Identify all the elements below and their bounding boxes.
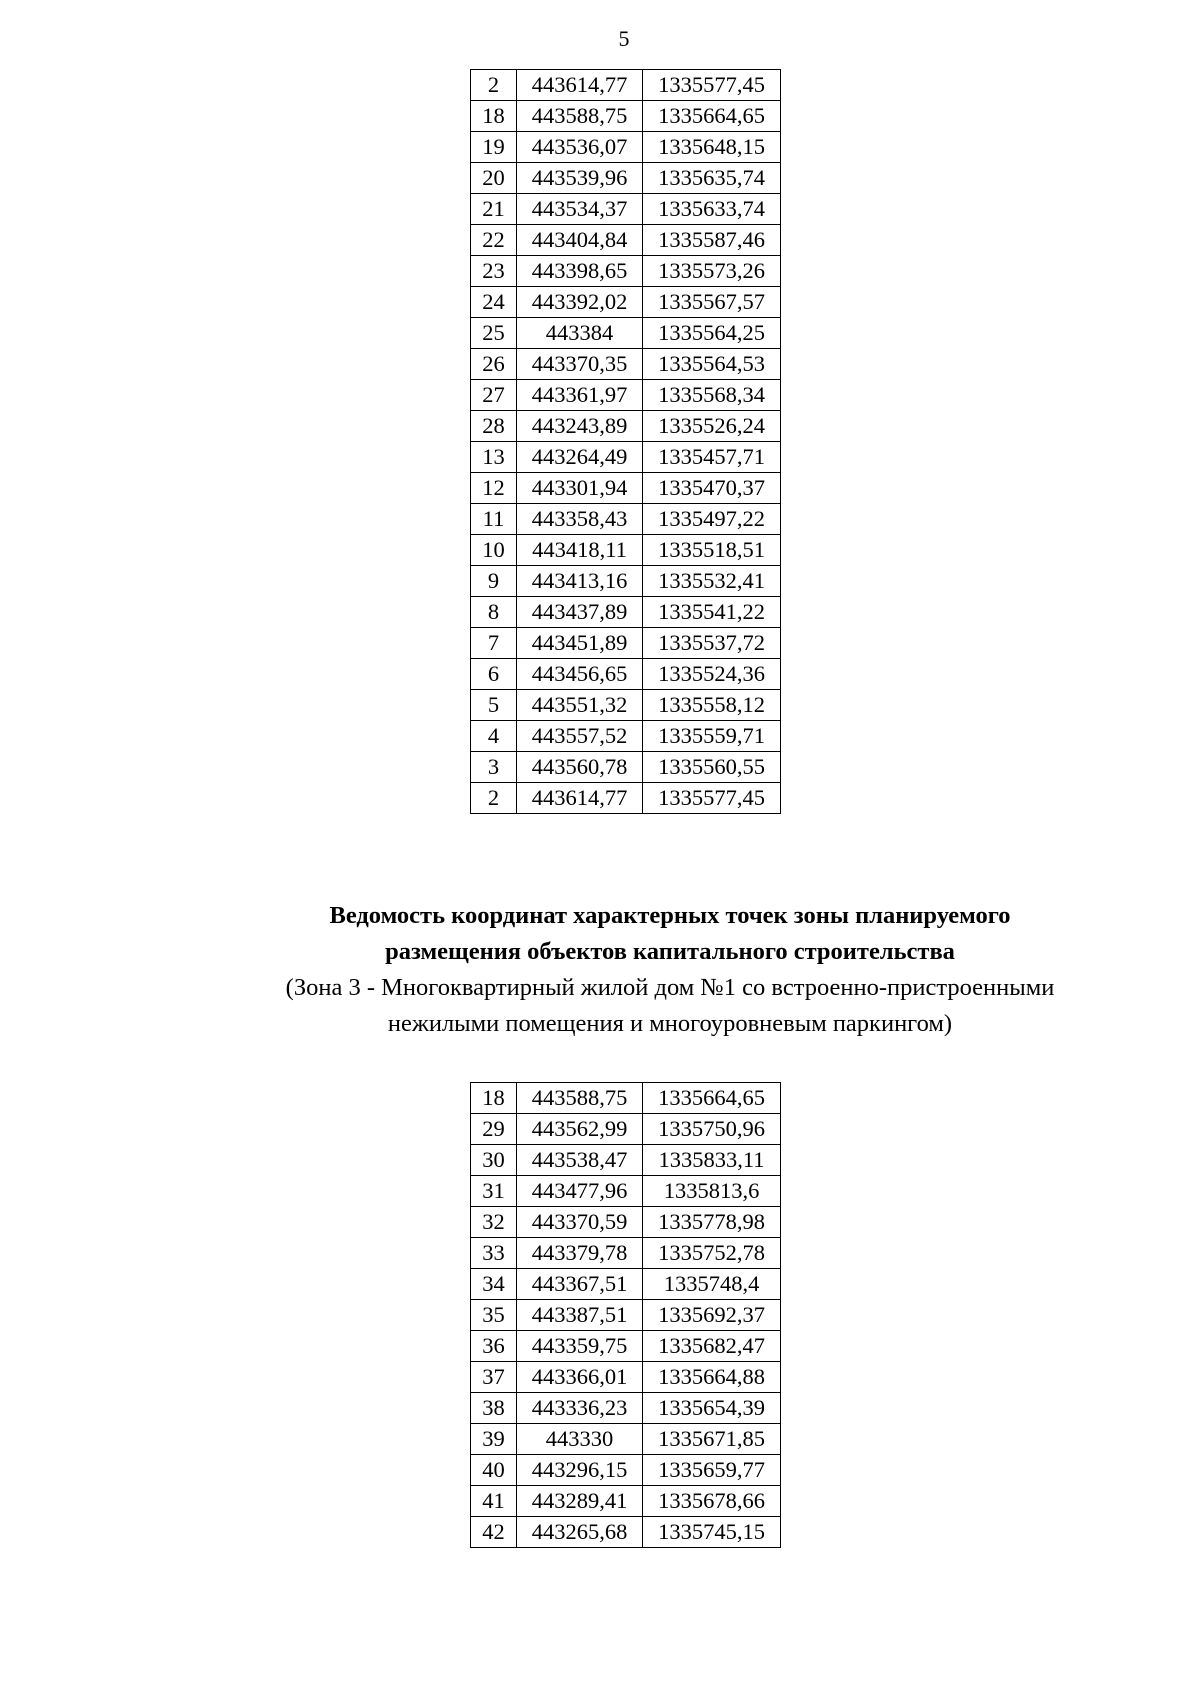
zone-heading-title-line-2: размещения объектов капитального строительства <box>385 938 955 965</box>
table-row <box>471 411 781 442</box>
y-coordinate-cell: 1335470,37 <box>643 473 781 504</box>
point-number-cell: 18 <box>471 1083 517 1114</box>
point-number-cell: 12 <box>471 473 517 504</box>
y-coordinate-cell: 1335568,34 <box>643 380 781 411</box>
y-coordinate-cell: 1335587,46 <box>643 225 781 256</box>
y-coordinate-cell: 1335664,65 <box>643 101 781 132</box>
point-number-cell: 34 <box>471 1269 517 1300</box>
point-number-cell: 40 <box>471 1455 517 1486</box>
table-row <box>471 535 781 566</box>
table-row <box>471 1362 781 1393</box>
x-coordinate-cell: 443398,65 <box>517 256 643 287</box>
table-row <box>471 1145 781 1176</box>
point-number-cell: 8 <box>471 597 517 628</box>
x-coordinate-cell: 443361,97 <box>517 380 643 411</box>
zone-heading <box>140 898 1200 1042</box>
table-row <box>471 1517 781 1548</box>
y-coordinate-cell: 1335537,72 <box>643 628 781 659</box>
point-number-cell: 37 <box>471 1362 517 1393</box>
point-number-cell: 27 <box>471 380 517 411</box>
x-coordinate-cell: 443437,89 <box>517 597 643 628</box>
table-row <box>471 1207 781 1238</box>
y-coordinate-cell: 1335778,98 <box>643 1207 781 1238</box>
y-coordinate-cell: 1335577,45 <box>643 783 781 814</box>
y-coordinate-cell: 1335752,78 <box>643 1238 781 1269</box>
point-number-cell: 7 <box>471 628 517 659</box>
table-row <box>471 1486 781 1517</box>
x-coordinate-cell: 443534,37 <box>517 194 643 225</box>
x-coordinate-cell: 443358,43 <box>517 504 643 535</box>
y-coordinate-cell: 1335497,22 <box>643 504 781 535</box>
x-coordinate-cell: 443451,89 <box>517 628 643 659</box>
x-coordinate-cell: 443384 <box>517 318 643 349</box>
x-coordinate-cell: 443614,77 <box>517 783 643 814</box>
y-coordinate-cell: 1335541,22 <box>643 597 781 628</box>
table-row <box>471 752 781 783</box>
point-number-cell: 25 <box>471 318 517 349</box>
point-number-cell: 9 <box>471 566 517 597</box>
x-coordinate-cell: 443536,07 <box>517 132 643 163</box>
y-coordinate-cell: 1335577,45 <box>643 70 781 101</box>
coordinates-table-1 <box>470 69 781 814</box>
y-coordinate-cell: 1335633,74 <box>643 194 781 225</box>
table-row <box>471 1238 781 1269</box>
table-row <box>471 163 781 194</box>
y-coordinate-cell: 1335692,37 <box>643 1300 781 1331</box>
x-coordinate-cell: 443370,59 <box>517 1207 643 1238</box>
y-coordinate-cell: 1335564,53 <box>643 349 781 380</box>
x-coordinate-cell: 443418,11 <box>517 535 643 566</box>
table-row <box>471 597 781 628</box>
x-coordinate-cell: 443336,23 <box>517 1393 643 1424</box>
page-number: 5 <box>618 26 630 51</box>
point-number-cell: 11 <box>471 504 517 535</box>
table-row <box>471 473 781 504</box>
table-row <box>471 783 781 814</box>
point-number-cell: 35 <box>471 1300 517 1331</box>
x-coordinate-cell: 443588,75 <box>517 1083 643 1114</box>
zone-heading-subtitle-line-1: (Зона 3 - Многоквартирный жилой дом №1 со встроенно-пристроенными <box>285 974 1055 1001</box>
table-row <box>471 1331 781 1362</box>
point-number-cell: 33 <box>471 1238 517 1269</box>
x-coordinate-cell: 443243,89 <box>517 411 643 442</box>
y-coordinate-cell: 1335659,77 <box>643 1455 781 1486</box>
table-row <box>471 349 781 380</box>
coordinates-table-2-body <box>471 1083 781 1548</box>
x-coordinate-cell: 443301,94 <box>517 473 643 504</box>
y-coordinate-cell: 1335524,36 <box>643 659 781 690</box>
point-number-cell: 41 <box>471 1486 517 1517</box>
y-coordinate-cell: 1335526,24 <box>643 411 781 442</box>
point-number-cell: 39 <box>471 1424 517 1455</box>
point-number-cell: 22 <box>471 225 517 256</box>
table-row <box>471 721 781 752</box>
y-coordinate-cell: 1335560,55 <box>643 752 781 783</box>
x-coordinate-cell: 443296,15 <box>517 1455 643 1486</box>
point-number-cell: 21 <box>471 194 517 225</box>
x-coordinate-cell: 443370,35 <box>517 349 643 380</box>
x-coordinate-cell: 443413,16 <box>517 566 643 597</box>
x-coordinate-cell: 443379,78 <box>517 1238 643 1269</box>
point-number-cell: 2 <box>471 783 517 814</box>
x-coordinate-cell: 443265,68 <box>517 1517 643 1548</box>
x-coordinate-cell: 443614,77 <box>517 70 643 101</box>
point-number-cell: 2 <box>471 70 517 101</box>
y-coordinate-cell: 1335559,71 <box>643 721 781 752</box>
point-number-cell: 31 <box>471 1176 517 1207</box>
y-coordinate-cell: 1335745,15 <box>643 1517 781 1548</box>
y-coordinate-cell: 1335648,15 <box>643 132 781 163</box>
table-row <box>471 101 781 132</box>
table-row <box>471 194 781 225</box>
table-row <box>471 1455 781 1486</box>
y-coordinate-cell: 1335518,51 <box>643 535 781 566</box>
table-row <box>471 1424 781 1455</box>
y-coordinate-cell: 1335833,11 <box>643 1145 781 1176</box>
point-number-cell: 19 <box>471 132 517 163</box>
table-row <box>471 1269 781 1300</box>
x-coordinate-cell: 443538,47 <box>517 1145 643 1176</box>
table-row <box>471 1393 781 1424</box>
table-row <box>471 1114 781 1145</box>
point-number-cell: 6 <box>471 659 517 690</box>
y-coordinate-cell: 1335813,6 <box>643 1176 781 1207</box>
table-row <box>471 690 781 721</box>
table-row <box>471 287 781 318</box>
point-number-cell: 4 <box>471 721 517 752</box>
x-coordinate-cell: 443264,49 <box>517 442 643 473</box>
y-coordinate-cell: 1335664,65 <box>643 1083 781 1114</box>
point-number-cell: 38 <box>471 1393 517 1424</box>
x-coordinate-cell: 443359,75 <box>517 1331 643 1362</box>
y-coordinate-cell: 1335671,85 <box>643 1424 781 1455</box>
point-number-cell: 32 <box>471 1207 517 1238</box>
point-number-cell: 29 <box>471 1114 517 1145</box>
table-row <box>471 442 781 473</box>
table-row <box>471 504 781 535</box>
point-number-cell: 13 <box>471 442 517 473</box>
x-coordinate-cell: 443557,52 <box>517 721 643 752</box>
y-coordinate-cell: 1335682,47 <box>643 1331 781 1362</box>
y-coordinate-cell: 1335457,71 <box>643 442 781 473</box>
x-coordinate-cell: 443366,01 <box>517 1362 643 1393</box>
y-coordinate-cell: 1335678,66 <box>643 1486 781 1517</box>
table-row <box>471 628 781 659</box>
x-coordinate-cell: 443551,32 <box>517 690 643 721</box>
x-coordinate-cell: 443404,84 <box>517 225 643 256</box>
table-row <box>471 1083 781 1114</box>
y-coordinate-cell: 1335654,39 <box>643 1393 781 1424</box>
table-row <box>471 132 781 163</box>
y-coordinate-cell: 1335750,96 <box>643 1114 781 1145</box>
point-number-cell: 42 <box>471 1517 517 1548</box>
point-number-cell: 10 <box>471 535 517 566</box>
x-coordinate-cell: 443560,78 <box>517 752 643 783</box>
y-coordinate-cell: 1335564,25 <box>643 318 781 349</box>
point-number-cell: 26 <box>471 349 517 380</box>
x-coordinate-cell: 443367,51 <box>517 1269 643 1300</box>
zone-heading-subtitle-line-2: нежилыми помещения и многоуровневым паркингом) <box>387 1010 953 1037</box>
y-coordinate-cell: 1335635,74 <box>643 163 781 194</box>
x-coordinate-cell: 443477,96 <box>517 1176 643 1207</box>
point-number-cell: 18 <box>471 101 517 132</box>
y-coordinate-cell: 1335567,57 <box>643 287 781 318</box>
table-row <box>471 659 781 690</box>
table-row <box>471 225 781 256</box>
point-number-cell: 23 <box>471 256 517 287</box>
table-row <box>471 256 781 287</box>
x-coordinate-cell: 443588,75 <box>517 101 643 132</box>
x-coordinate-cell: 443289,41 <box>517 1486 643 1517</box>
point-number-cell: 20 <box>471 163 517 194</box>
y-coordinate-cell: 1335748,4 <box>643 1269 781 1300</box>
point-number-cell: 5 <box>471 690 517 721</box>
x-coordinate-cell: 443330 <box>517 1424 643 1455</box>
y-coordinate-cell: 1335532,41 <box>643 566 781 597</box>
x-coordinate-cell: 443562,99 <box>517 1114 643 1145</box>
x-coordinate-cell: 443387,51 <box>517 1300 643 1331</box>
point-number-cell: 28 <box>471 411 517 442</box>
coordinates-table-2 <box>470 1082 781 1548</box>
x-coordinate-cell: 443456,65 <box>517 659 643 690</box>
coordinates-table-1-body <box>471 70 781 814</box>
y-coordinate-cell: 1335573,26 <box>643 256 781 287</box>
table-row <box>471 318 781 349</box>
x-coordinate-cell: 443392,02 <box>517 287 643 318</box>
x-coordinate-cell: 443539,96 <box>517 163 643 194</box>
table-row <box>471 566 781 597</box>
table-row <box>471 380 781 411</box>
point-number-cell: 30 <box>471 1145 517 1176</box>
table-row <box>471 1176 781 1207</box>
y-coordinate-cell: 1335664,88 <box>643 1362 781 1393</box>
table-row <box>471 1300 781 1331</box>
table-row <box>471 70 781 101</box>
y-coordinate-cell: 1335558,12 <box>643 690 781 721</box>
point-number-cell: 24 <box>471 287 517 318</box>
point-number-cell: 3 <box>471 752 517 783</box>
zone-heading-title-line-1: Ведомость координат характерных точек зоны планируемого <box>329 902 1011 929</box>
point-number-cell: 36 <box>471 1331 517 1362</box>
